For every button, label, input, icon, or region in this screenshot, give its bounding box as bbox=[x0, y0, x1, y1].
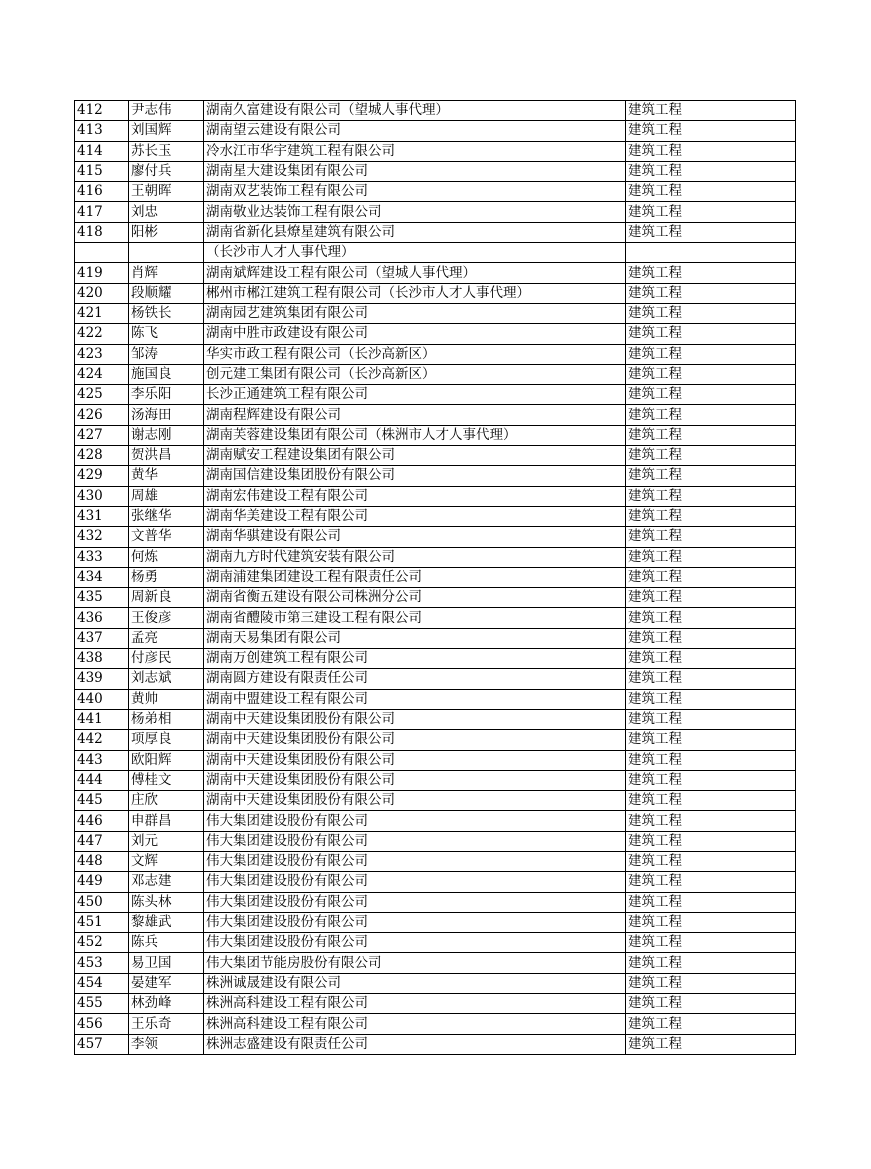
table-row bbox=[75, 892, 796, 912]
company-name-cell: 湖南浦建集团建设工程有限责任公司 bbox=[204, 567, 626, 587]
category-cell: 建筑工程 bbox=[626, 324, 796, 344]
row-number-cell: 443 bbox=[75, 750, 129, 770]
roster-body bbox=[75, 101, 796, 1055]
table-row bbox=[75, 770, 796, 790]
row-number-cell: 412 bbox=[75, 101, 129, 121]
row-number-cell: 457 bbox=[75, 1034, 129, 1054]
table-row bbox=[75, 344, 796, 364]
company-name-cell: 湖南中天建设集团股份有限公司 bbox=[204, 770, 626, 790]
category-cell: 建筑工程 bbox=[626, 933, 796, 953]
person-name-cell: 庄欣 bbox=[129, 791, 204, 811]
row-number-cell: 442 bbox=[75, 730, 129, 750]
person-name-cell: 廖付兵 bbox=[129, 161, 204, 181]
category-cell: 建筑工程 bbox=[626, 161, 796, 181]
category-cell: 建筑工程 bbox=[626, 547, 796, 567]
company-name-cell: 伟大集团建设股份有限公司 bbox=[204, 831, 626, 851]
company-name-cell: 冷水江市华宇建筑工程有限公司 bbox=[204, 141, 626, 161]
company-name-cell: 伟大集团建设股份有限公司 bbox=[204, 892, 626, 912]
company-name-cell: 湖南园艺建筑集团有限公司 bbox=[204, 303, 626, 323]
row-number-cell: 414 bbox=[75, 141, 129, 161]
category-cell: 建筑工程 bbox=[626, 994, 796, 1014]
category-cell: 建筑工程 bbox=[626, 791, 796, 811]
company-name-cell: 长沙正通建筑工程有限公司 bbox=[204, 385, 626, 405]
company-name-cell: 湖南省醴陵市第三建设工程有限公司 bbox=[204, 608, 626, 628]
table-row bbox=[75, 283, 796, 303]
company-name-cell: 伟大集团建设股份有限公司 bbox=[204, 872, 626, 892]
company-name-cell: 株洲高科建设工程有限公司 bbox=[204, 1014, 626, 1034]
company-name-cell: 湖南国信建设集团股份有限公司 bbox=[204, 466, 626, 486]
table-row bbox=[75, 182, 796, 202]
category-cell: 建筑工程 bbox=[626, 973, 796, 993]
row-number-cell: 420 bbox=[75, 283, 129, 303]
person-name-cell: 黄华 bbox=[129, 466, 204, 486]
category-cell: 建筑工程 bbox=[626, 141, 796, 161]
company-name-cell: 湖南双艺装饰工程有限公司 bbox=[204, 182, 626, 202]
company-name-cell: 湖南九方时代建筑安装有限公司 bbox=[204, 547, 626, 567]
row-number-cell: 430 bbox=[75, 486, 129, 506]
row-number-cell: 433 bbox=[75, 547, 129, 567]
company-name-cell: 湖南芙蓉建设集团有限公司（株洲市人才人事代理） bbox=[204, 425, 626, 445]
company-name-cell: 湖南中胜市政建设有限公司 bbox=[204, 324, 626, 344]
table-row bbox=[75, 202, 796, 222]
person-name-cell: 易卫国 bbox=[129, 953, 204, 973]
category-cell: 建筑工程 bbox=[626, 364, 796, 384]
category-cell: 建筑工程 bbox=[626, 953, 796, 973]
category-cell: 建筑工程 bbox=[626, 770, 796, 790]
person-name-cell: 申群昌 bbox=[129, 811, 204, 831]
category-cell: 建筑工程 bbox=[626, 121, 796, 141]
person-name-cell: 施国良 bbox=[129, 364, 204, 384]
person-name-cell: 杨铁长 bbox=[129, 303, 204, 323]
table-row bbox=[75, 628, 796, 648]
person-name-cell bbox=[129, 243, 204, 263]
table-row bbox=[75, 933, 796, 953]
table-row bbox=[75, 405, 796, 425]
table-row bbox=[75, 730, 796, 750]
row-number-cell: 419 bbox=[75, 263, 129, 283]
row-number-cell: 428 bbox=[75, 446, 129, 466]
table-row bbox=[75, 608, 796, 628]
row-number-cell bbox=[75, 243, 129, 263]
row-number-cell: 451 bbox=[75, 912, 129, 932]
row-number-cell: 453 bbox=[75, 953, 129, 973]
category-cell: 建筑工程 bbox=[626, 608, 796, 628]
company-name-cell: 湖南中天建设集团股份有限公司 bbox=[204, 750, 626, 770]
category-cell: 建筑工程 bbox=[626, 1014, 796, 1034]
category-cell: 建筑工程 bbox=[626, 628, 796, 648]
table-row bbox=[75, 811, 796, 831]
table-row bbox=[75, 486, 796, 506]
row-number-cell: 436 bbox=[75, 608, 129, 628]
category-cell: 建筑工程 bbox=[626, 669, 796, 689]
company-name-cell: 湖南赋安工程建设集团有限公司 bbox=[204, 446, 626, 466]
table-row bbox=[75, 709, 796, 729]
table-row bbox=[75, 649, 796, 669]
person-name-cell: 苏长玉 bbox=[129, 141, 204, 161]
category-cell: 建筑工程 bbox=[626, 872, 796, 892]
person-name-cell: 张继华 bbox=[129, 506, 204, 526]
company-name-cell: 湖南斌辉建设工程有限公司（望城人事代理） bbox=[204, 263, 626, 283]
table-row bbox=[75, 831, 796, 851]
person-name-cell: 陈头林 bbox=[129, 892, 204, 912]
person-name-cell: 欧阳辉 bbox=[129, 750, 204, 770]
category-cell: 建筑工程 bbox=[626, 101, 796, 121]
company-name-cell: 湖南省新化县燎星建筑有限公司 bbox=[204, 222, 626, 242]
row-number-cell: 449 bbox=[75, 872, 129, 892]
category-cell: 建筑工程 bbox=[626, 709, 796, 729]
person-name-cell: 晏建军 bbox=[129, 973, 204, 993]
row-number-cell: 448 bbox=[75, 851, 129, 871]
person-name-cell: 刘志斌 bbox=[129, 669, 204, 689]
row-number-cell: 422 bbox=[75, 324, 129, 344]
table-row bbox=[75, 446, 796, 466]
row-number-cell: 435 bbox=[75, 588, 129, 608]
person-name-cell: 周新良 bbox=[129, 588, 204, 608]
person-name-cell: 何炼 bbox=[129, 547, 204, 567]
row-number-cell: 424 bbox=[75, 364, 129, 384]
row-number-cell: 456 bbox=[75, 1014, 129, 1034]
company-name-cell: 湖南中天建设集团股份有限公司 bbox=[204, 791, 626, 811]
row-number-cell: 434 bbox=[75, 567, 129, 587]
category-cell: 建筑工程 bbox=[626, 283, 796, 303]
person-name-cell: 李乐阳 bbox=[129, 385, 204, 405]
category-cell: 建筑工程 bbox=[626, 912, 796, 932]
company-name-cell: 湖南省衡五建设有限公司株洲分公司 bbox=[204, 588, 626, 608]
table-row bbox=[75, 912, 796, 932]
table-row bbox=[75, 466, 796, 486]
category-cell: 建筑工程 bbox=[626, 831, 796, 851]
row-number-cell: 441 bbox=[75, 709, 129, 729]
company-name-cell: 湖南程辉建设有限公司 bbox=[204, 405, 626, 425]
person-name-cell: 傅桂文 bbox=[129, 770, 204, 790]
category-cell: 建筑工程 bbox=[626, 892, 796, 912]
row-number-cell: 455 bbox=[75, 994, 129, 1014]
company-name-cell: 伟大集团建设股份有限公司 bbox=[204, 811, 626, 831]
category-cell: 建筑工程 bbox=[626, 588, 796, 608]
row-number-cell: 423 bbox=[75, 344, 129, 364]
row-number-cell: 450 bbox=[75, 892, 129, 912]
table-row bbox=[75, 141, 796, 161]
company-name-cell: 伟大集团节能房股份有限公司 bbox=[204, 953, 626, 973]
person-name-cell: 邓志建 bbox=[129, 872, 204, 892]
category-cell: 建筑工程 bbox=[626, 567, 796, 587]
table-row bbox=[75, 588, 796, 608]
row-number-cell: 431 bbox=[75, 506, 129, 526]
row-number-cell: 415 bbox=[75, 161, 129, 181]
category-cell: 建筑工程 bbox=[626, 405, 796, 425]
category-cell: 建筑工程 bbox=[626, 486, 796, 506]
person-name-cell: 付彦民 bbox=[129, 649, 204, 669]
company-name-cell: 伟大集团建设股份有限公司 bbox=[204, 851, 626, 871]
company-name-cell: 湖南万创建筑工程有限公司 bbox=[204, 649, 626, 669]
person-name-cell: 尹志伟 bbox=[129, 101, 204, 121]
category-cell: 建筑工程 bbox=[626, 1034, 796, 1054]
company-name-cell: 湖南久富建设有限公司（望城人事代理） bbox=[204, 101, 626, 121]
person-name-cell: 杨弟相 bbox=[129, 709, 204, 729]
table-row bbox=[75, 121, 796, 141]
row-number-cell: 413 bbox=[75, 121, 129, 141]
row-number-cell: 444 bbox=[75, 770, 129, 790]
category-cell: 建筑工程 bbox=[626, 527, 796, 547]
category-cell: 建筑工程 bbox=[626, 425, 796, 445]
table-row bbox=[75, 953, 796, 973]
row-number-cell: 447 bbox=[75, 831, 129, 851]
table-row bbox=[75, 1014, 796, 1034]
category-cell: 建筑工程 bbox=[626, 730, 796, 750]
category-cell: 建筑工程 bbox=[626, 182, 796, 202]
row-number-cell: 452 bbox=[75, 933, 129, 953]
category-cell: 建筑工程 bbox=[626, 344, 796, 364]
row-number-cell: 440 bbox=[75, 689, 129, 709]
row-number-cell: 417 bbox=[75, 202, 129, 222]
company-name-cell: 华实市政工程有限公司（长沙高新区） bbox=[204, 344, 626, 364]
person-name-cell: 文辉 bbox=[129, 851, 204, 871]
person-name-cell: 邹涛 bbox=[129, 344, 204, 364]
row-number-cell: 429 bbox=[75, 466, 129, 486]
table-row bbox=[75, 161, 796, 181]
category-cell: 建筑工程 bbox=[626, 649, 796, 669]
table-row bbox=[75, 689, 796, 709]
table-row bbox=[75, 872, 796, 892]
company-name-cell: 伟大集团建设股份有限公司 bbox=[204, 912, 626, 932]
person-name-cell: 刘元 bbox=[129, 831, 204, 851]
table-row bbox=[75, 425, 796, 445]
person-name-cell: 肖辉 bbox=[129, 263, 204, 283]
person-name-cell: 孟亮 bbox=[129, 628, 204, 648]
person-name-cell: 谢志刚 bbox=[129, 425, 204, 445]
row-number-cell: 427 bbox=[75, 425, 129, 445]
row-number-cell: 426 bbox=[75, 405, 129, 425]
table-row bbox=[75, 101, 796, 121]
person-name-cell: 王朝晖 bbox=[129, 182, 204, 202]
person-name-cell: 文普华 bbox=[129, 527, 204, 547]
category-cell: 建筑工程 bbox=[626, 222, 796, 242]
table-row bbox=[75, 669, 796, 689]
category-cell bbox=[626, 243, 796, 263]
table-row bbox=[75, 750, 796, 770]
company-name-cell: 湖南中天建设集团股份有限公司 bbox=[204, 730, 626, 750]
person-name-cell: 杨勇 bbox=[129, 567, 204, 587]
person-name-cell: 王俊彦 bbox=[129, 608, 204, 628]
company-name-cell: 湖南天易集团有限公司 bbox=[204, 628, 626, 648]
table-row bbox=[75, 324, 796, 344]
category-cell: 建筑工程 bbox=[626, 303, 796, 323]
person-name-cell: 汤海田 bbox=[129, 405, 204, 425]
row-number-cell: 446 bbox=[75, 811, 129, 831]
category-cell: 建筑工程 bbox=[626, 385, 796, 405]
person-name-cell: 黎雄武 bbox=[129, 912, 204, 932]
table-row bbox=[75, 303, 796, 323]
roster-table bbox=[74, 100, 796, 1055]
table-row bbox=[75, 851, 796, 871]
table-row bbox=[75, 527, 796, 547]
person-name-cell: 阳彬 bbox=[129, 222, 204, 242]
category-cell: 建筑工程 bbox=[626, 202, 796, 222]
company-name-cell: 湖南华美建设工程有限公司 bbox=[204, 506, 626, 526]
company-name-cell: 湖南星大建设集团有限公司 bbox=[204, 161, 626, 181]
company-name-cell: 湖南圆方建设有限责任公司 bbox=[204, 669, 626, 689]
company-name-cell: 湖南中天建设集团股份有限公司 bbox=[204, 709, 626, 729]
company-name-cell: 湖南中盟建设工程有限公司 bbox=[204, 689, 626, 709]
table-row bbox=[75, 263, 796, 283]
row-number-cell: 437 bbox=[75, 628, 129, 648]
person-name-cell: 周雄 bbox=[129, 486, 204, 506]
person-name-cell: 贺洪昌 bbox=[129, 446, 204, 466]
category-cell: 建筑工程 bbox=[626, 506, 796, 526]
company-name-cell: （长沙市人才人事代理） bbox=[204, 243, 626, 263]
company-name-cell: 湖南宏伟建设工程有限公司 bbox=[204, 486, 626, 506]
category-cell: 建筑工程 bbox=[626, 263, 796, 283]
table-row bbox=[75, 1034, 796, 1054]
table-row bbox=[75, 994, 796, 1014]
table-row bbox=[75, 791, 796, 811]
person-name-cell: 项厚良 bbox=[129, 730, 204, 750]
table-row bbox=[75, 243, 796, 263]
table-row bbox=[75, 506, 796, 526]
category-cell: 建筑工程 bbox=[626, 446, 796, 466]
table-row bbox=[75, 385, 796, 405]
table-row bbox=[75, 973, 796, 993]
row-number-cell: 416 bbox=[75, 182, 129, 202]
company-name-cell: 伟大集团建设股份有限公司 bbox=[204, 933, 626, 953]
category-cell: 建筑工程 bbox=[626, 811, 796, 831]
table-row bbox=[75, 364, 796, 384]
category-cell: 建筑工程 bbox=[626, 750, 796, 770]
person-name-cell: 黄帅 bbox=[129, 689, 204, 709]
person-name-cell: 林劲峰 bbox=[129, 994, 204, 1014]
person-name-cell: 王乐奇 bbox=[129, 1014, 204, 1034]
company-name-cell: 创元建工集团有限公司（长沙高新区） bbox=[204, 364, 626, 384]
person-name-cell: 段顺耀 bbox=[129, 283, 204, 303]
person-name-cell: 刘国辉 bbox=[129, 121, 204, 141]
category-cell: 建筑工程 bbox=[626, 689, 796, 709]
row-number-cell: 438 bbox=[75, 649, 129, 669]
row-number-cell: 421 bbox=[75, 303, 129, 323]
row-number-cell: 418 bbox=[75, 222, 129, 242]
person-name-cell: 陈飞 bbox=[129, 324, 204, 344]
table-row bbox=[75, 547, 796, 567]
table-row bbox=[75, 567, 796, 587]
company-name-cell: 湖南敬业达装饰工程有限公司 bbox=[204, 202, 626, 222]
person-name-cell: 李领 bbox=[129, 1034, 204, 1054]
row-number-cell: 425 bbox=[75, 385, 129, 405]
category-cell: 建筑工程 bbox=[626, 851, 796, 871]
category-cell: 建筑工程 bbox=[626, 466, 796, 486]
company-name-cell: 株洲志盛建设有限责任公司 bbox=[204, 1034, 626, 1054]
row-number-cell: 454 bbox=[75, 973, 129, 993]
company-name-cell: 株洲高科建设工程有限公司 bbox=[204, 994, 626, 1014]
company-name-cell: 湖南华骐建设有限公司 bbox=[204, 527, 626, 547]
company-name-cell: 株洲诚晟建设有限公司 bbox=[204, 973, 626, 993]
person-name-cell: 陈兵 bbox=[129, 933, 204, 953]
company-name-cell: 郴州市郴江建筑工程有限公司（长沙市人才人事代理） bbox=[204, 283, 626, 303]
table-row bbox=[75, 222, 796, 242]
row-number-cell: 445 bbox=[75, 791, 129, 811]
person-name-cell: 刘忠 bbox=[129, 202, 204, 222]
company-name-cell: 湖南望云建设有限公司 bbox=[204, 121, 626, 141]
row-number-cell: 432 bbox=[75, 527, 129, 547]
row-number-cell: 439 bbox=[75, 669, 129, 689]
